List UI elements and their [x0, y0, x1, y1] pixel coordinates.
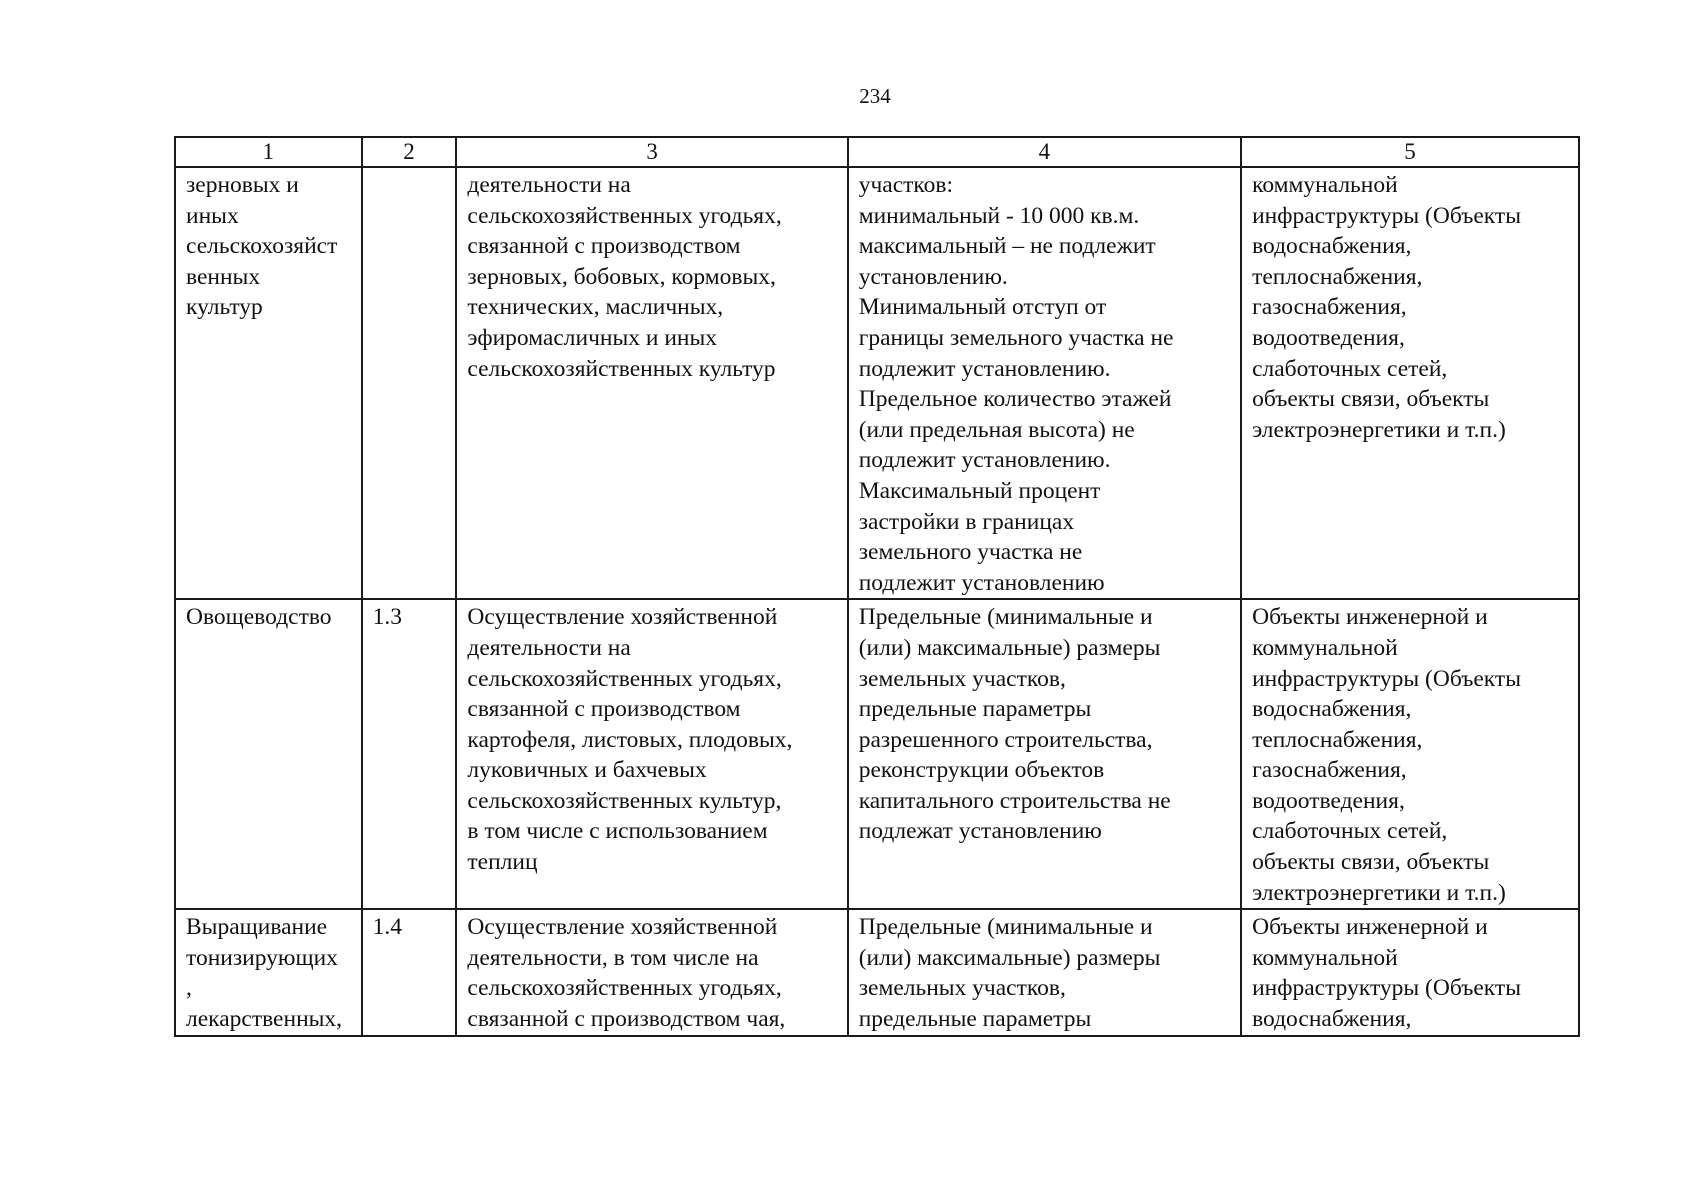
table-header-row	[175, 137, 1579, 167]
land-use-code: 1.4	[362, 909, 457, 1035]
land-use-code: 1.3	[362, 599, 457, 909]
land-use-objects: коммунальной инфраструктуры (Объекты водоснабжения, теплоснабжения, газоснабжения, водоотведения, слаботочных сетей, объекты связи, объекты электроэнергетики и т.п.)	[1241, 167, 1579, 599]
table-row	[175, 599, 1579, 909]
header-cell: 5	[1241, 137, 1579, 167]
page-number: 234	[859, 84, 891, 108]
land-use-objects: Объекты инженерной и коммунальной инфраструктуры (Объекты водоснабжения,	[1241, 909, 1579, 1035]
table-row	[175, 167, 1579, 599]
header-cell: 4	[848, 137, 1241, 167]
land-use-description: деятельности на сельскохозяйственных угодьях, связанной с производством зерновых, бобовых, кормовых, технических, масличных, эфиромасличных и иных сельскохозяйственных культур	[456, 167, 847, 599]
land-use-parameters: Предельные (минимальные и (или) максимальные) размеры земельных участков, предельные параметры	[848, 909, 1241, 1035]
land-use-name: Овощеводство	[175, 599, 362, 909]
header-cell: 2	[362, 137, 457, 167]
land-use-code	[362, 167, 457, 599]
land-use-parameters: участков: минимальный - 10 000 кв.м. максимальный – не подлежит установлению. Минимальный отступ от границы земельного участка не подлежит установлению. Предельное количество этажей (или предельная высота) не подлежит установлению. Максимальный процент застройки в границах земельного участка не подлежит установлению	[848, 167, 1241, 599]
land-use-name: зерновых и иных сельскохозяйст венных культур	[175, 167, 362, 599]
land-use-parameters: Предельные (минимальные и (или) максимальные) размеры земельных участков, предельные параметры разрешенного строительства, реконструкции объектов капитального строительства не подлежат установлению	[848, 599, 1241, 909]
land-use-name: Выращивание тонизирующих , лекарственных,	[175, 909, 362, 1035]
table-row	[175, 909, 1579, 1035]
land-use-description: Осуществление хозяйственной деятельности на сельскохозяйственных угодьях, связанной с производством картофеля, листовых, плодовых, луковичных и бахчевых сельскохозяйственных культур, в том числе с использованием теплиц	[456, 599, 847, 909]
land-use-description: Осуществление хозяйственной деятельности, в том числе на сельскохозяйственных угодьях, связанной с производством чая,	[456, 909, 847, 1035]
land-use-table	[174, 136, 1580, 1037]
land-use-objects: Объекты инженерной и коммунальной инфраструктуры (Объекты водоснабжения, теплоснабжения, газоснабжения, водоотведения, слаботочных сетей, объекты связи, объекты электроэнергетики и т.п.)	[1241, 599, 1579, 909]
header-cell: 3	[456, 137, 847, 167]
header-cell: 1	[175, 137, 362, 167]
